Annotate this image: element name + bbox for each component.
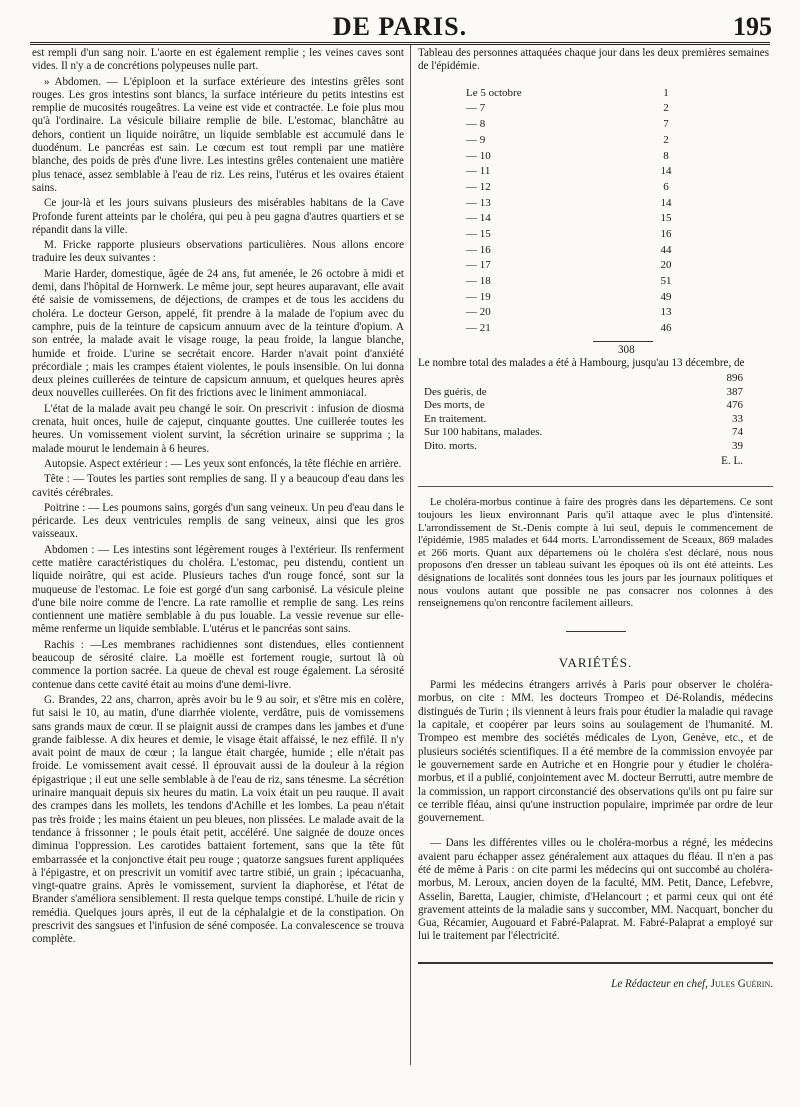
count-cell: 44 <box>660 243 672 256</box>
date-cell: — 8 <box>466 118 486 131</box>
spacer-cell <box>696 133 773 149</box>
editor-label: Le Rédacteur en chef, <box>611 977 708 990</box>
date-cell: — 17 <box>466 259 491 272</box>
count-cell: 14 <box>660 196 672 209</box>
summary-title: Le nombre total des malades a été à Hambourg, jusqu'au 13 décembre, de <box>418 356 745 369</box>
table-row <box>418 148 773 164</box>
table-row <box>418 258 773 274</box>
column-divider <box>410 45 411 1065</box>
table-row <box>418 372 773 386</box>
spacer-cell <box>696 242 773 258</box>
spacer-cell <box>696 180 773 196</box>
spacer-cell <box>696 258 773 274</box>
left-column <box>32 47 404 1067</box>
table-row <box>418 440 773 454</box>
date-cell: — 9 <box>466 133 486 146</box>
table-row <box>418 101 773 117</box>
count-cell: 6 <box>663 180 669 193</box>
label-cell: Sur 100 habitans, malades. <box>424 426 543 439</box>
table-row <box>418 386 773 400</box>
table-row <box>418 180 773 196</box>
count-cell: 14 <box>660 165 672 178</box>
label-cell: Des morts, de <box>424 399 485 412</box>
spacer-cell <box>696 227 773 243</box>
paragraph: est rempli d'un sang noir. L'aorte en est également remplie ; les veines caves sont vides. Il n'y a de concrétions polypeuses nulle part. <box>32 47 404 73</box>
table-row <box>418 426 773 440</box>
paragraph: Abdomen : — Les intestins sont légèrement rouges à l'extérieur. Ils renferment cette matière caractéristiques du choléra. L'estomac, peu distendu, contient un liquide noirâtre, qui est acide. Plusieurs taches d'un rouge foncé, sont sur la muqueuse de l'estomac. Le foie est gorgé d'un sang carbonisé. La vésicule pleine d'une bile noire comme de l'encre. La rate ramollie et remplie de sang. Les reins contiennent une matière semblable à du pus louable. La vessie revenue sur elle-même renferme un liquide semblable. L'utérus et le pancréas sont sains. <box>32 543 404 636</box>
count-cell: 46 <box>660 322 672 335</box>
date-cell: — 19 <box>466 290 491 303</box>
page-number: 195 <box>733 12 772 41</box>
table-row <box>418 321 773 337</box>
date-cell: — 13 <box>466 196 491 209</box>
spacer-cell <box>696 290 773 306</box>
date-cell: — 20 <box>466 306 491 319</box>
date-cell: — 14 <box>466 212 491 225</box>
table-row <box>418 274 773 290</box>
running-title: DE PARIS. <box>332 12 468 41</box>
count-cell: 20 <box>660 259 672 272</box>
label-cell: Des guéris, de <box>424 385 487 398</box>
paragraph: G. Brandes, 22 ans, charron, après avoir bu le 9 au soir, et s'être mis en colère, fut saisi le 10, au matin, d'une diarrhée violente, verdâtre, puis de vomissemens sans grands maux de cœur. Il se plaignit aussi de crampes dans les jambes et d'une grande faiblesse. A dix heures et demie, le visage était affaissé, le nez effilé. Il n'y avait point de maux de cœur ; la langue était chargée, humide ; elle n'était pas froide. Le vomissement avait cessé. Il éprouvait aussi de la douleur à la région épigastrique ; il eut une selle semblable à de l'eau de riz, sans ténesme. La sécrétion urinaire manquait depuis six heures du matin. La voix était un peu rauque. Il avait des crampes dans les mollets, les tendons d'Achille et les lombes. La peau n'était pas très froide ; les mains étaient un peu bleues, non plissées. Le malade avait de la tendance à frissonner ; le pouls était petit, accéléré. Une saignée de douze onces diminua l'oppression. Les carotides battaient fortement, sans que la tête fût embarrassée et la conjonctive était peu rouge ; quatorze sangsues furent appliquées à l'épigastre, et on prescrivit un vomitif avec tartre stibié, un grain ; ipécacuanha, vingt-quatre grains. Après le vomissement, survient la diaphorèse, et l'état de Brander s'améliora sensiblement. Il resta quelque temps constipé. L'huile de ricin y remédia. Quelques jours après, il eut de la céphalalgie et de la constipation. On prescrivit des sangsues et l'infusion de séné composée. La convalescence se trouva complète. <box>32 693 404 946</box>
spacer-cell <box>696 148 773 164</box>
paragraph: Tête : — Toutes les parties sont remplies de sang. Il y a beaucoup d'eau dans les cavités cérébrales. <box>32 473 404 499</box>
date-cell: — 18 <box>466 275 491 288</box>
closing-rule <box>418 962 773 964</box>
value-cell: 39 <box>732 439 743 452</box>
value-cell: 74 <box>732 426 743 439</box>
spacer-cell <box>696 211 773 227</box>
date-cell: — 11 <box>466 165 491 178</box>
count-cell: 2 <box>663 133 669 146</box>
departments-note: Le choléra-morbus continue à faire des progrès dans les départemens. Ce sont toujours les lieux environnant Paris qu'il attaque avec le plus d'intensité. L'arrondissement de St.-Denis compte à lui seul, depuis le commencement de l'épidémie, 1985 malades et 644 morts. L'arrondissement de Sceaux, 869 malades et 266 morts. Quant aux départemens où le choléra s'est déclaré, nous nous proposons d'en dresser un tableau suivant les époques où ils ont été atteints. Les désignations de localités sont données tous les jours par les journaux politiques et nous voulons autant que possible ne pas consacrer nos colonnes à des renseignemens qu'on rencontre facilement ailleurs. <box>418 497 773 610</box>
paragraph: Poitrine : — Les poumons sains, gorgés d'un sang veineux. Un peu d'eau dans le péricarde. Les deux ventricules remplis de sang veineux, ainsi que les gros vaisseaux. <box>32 501 404 541</box>
table-row <box>418 227 773 243</box>
count-cell: 1 <box>663 86 669 99</box>
count-cell: 49 <box>660 290 672 303</box>
days-total: 308 <box>618 343 635 356</box>
table-row <box>418 290 773 306</box>
date-cell: — 12 <box>466 180 491 193</box>
table-row <box>418 399 773 413</box>
value-cell: 476 <box>726 399 743 412</box>
spacer-cell <box>696 305 773 321</box>
date-cell: Le 5 octobre <box>466 86 522 99</box>
editor-line <box>418 978 773 991</box>
summary-table <box>418 372 773 453</box>
spacer-cell <box>696 321 773 337</box>
spacer-cell <box>696 164 773 180</box>
table-row <box>418 133 773 149</box>
header-rule <box>30 42 770 45</box>
value-cell: 387 <box>726 385 743 398</box>
section-heading: VARIÉTÉS. <box>558 654 633 670</box>
table-row <box>418 413 773 427</box>
paragraph: M. Fricke rapporte plusieurs observations particulières. Nous allons encore traduire les deux suivantes : <box>32 239 404 265</box>
paragraph: Ce jour-là et les jours suivans plusieurs des misérables habitans de la Cave Profonde furent atteints par le choléra, qui peu à peu gagna d'autres quartiers et se répandit dans la ville. <box>32 197 404 236</box>
spacer-cell <box>696 195 773 211</box>
paragraph: Parmi les médecins étrangers arrivés à Paris pour observer le choléra-morbus, on cite : MM. les docteurs Trompeo et Dé-Rolandis, médecins distingués de Turin ; ils viennent à leurs frais pour étudier la maladie qui ravage la capitale, et coopérer par leurs soins au soulagement de l'humanité. M. Trompeo est membre des sociétés médicales de Lyon, Genève, etc., et de plusieurs sociétés scientifiques. Il a été membre de la commission envoyée par le gouvernement sarde en Autriche et en Hongrie pour y étudier le choléra-morbus, et il a publié, conjointement avec M. docteur Berrutti, autre membre de la commission, un rapport circonstancié des observations qu'ils ont pu faire sur ce terrible fléau, ainsi qu'une instruction populaire, imprimée par ordre de leur gouvernement. <box>418 679 773 825</box>
paragraph: Marie Harder, domestique, âgée de 24 ans, fut amenée, le 26 octobre à midi et demi, dans l'hôpital de Hornwerk. Le même jour, sept heures auparavant, elle avait été saisie de vomissemens, de déjections, de crampes et de tous les accidens du choléra. Le docteur Gerson, appelé, fit prendre à la malade de l'opium avec du camphre, puis de la teinture de capsicum annuum avec de la teinture d'opium. A son entrée, la malade avait le visage rouge, la peau froide, la langue blanche, humide et froide. L'urine se secrétait encore. Harder n'avait point d'anxiété précordiale ; mais les crampes étaient violentes, le pouls insensible. On lui donna deux pleines cuillerées de teinture de capsicum annuum, et quelques heures après deux nouvelles cuillerées. On fit des frictions avec le liniment ammoniacal. <box>32 267 404 400</box>
spacer-cell <box>696 274 773 290</box>
table-title: Tableau des personnes attaquées chaque jour dans les deux premières semaines de l'épidémie. <box>418 47 770 73</box>
right-column <box>418 47 773 1067</box>
paragraph: Rachis : —Les membranes rachidiennes sont distendues, elles contiennent beaucoup de sérosité claire. La moëlle est fortement rougie, surtout là où commence la portion sacrée. La queue de cheval est rouge également. La sérosité contenue dans cette cavité était au moins d'une demi-livre. <box>32 638 404 691</box>
section-rule <box>418 486 773 487</box>
signature: E. L. <box>721 455 743 468</box>
spacer-cell <box>696 101 773 117</box>
table-row <box>418 164 773 180</box>
label-cell: En traitement. <box>424 412 487 425</box>
editor-name: Jules Guérin. <box>710 977 773 990</box>
count-cell: 8 <box>663 149 669 162</box>
paragraph: L'état de la malade avait peu changé le soir. On prescrivit : infusion de diosma crenata, huit onces, huile de cajeput, cinquante gouttes. Une cuillerée toutes les heures. Un vomissement violent survint, la sécrétion urinaire se supprima ; la malade mourut le lendemain à 6 heures. <box>32 402 404 455</box>
spacer-cell <box>696 86 773 102</box>
count-cell: 2 <box>663 102 669 115</box>
date-cell: — 15 <box>466 227 491 240</box>
sum-rule <box>593 341 653 342</box>
table-row <box>418 242 773 258</box>
date-cell: — 16 <box>466 243 491 256</box>
page-header <box>0 8 800 42</box>
count-cell: 51 <box>660 275 672 288</box>
short-rule <box>566 631 626 632</box>
date-cell: — 21 <box>466 322 491 335</box>
table-row <box>418 211 773 227</box>
label-cell: Dito. morts. <box>424 439 477 452</box>
label-cell <box>418 372 683 386</box>
date-cell: — 7 <box>466 102 486 115</box>
table-row <box>418 86 773 102</box>
count-cell: 13 <box>660 306 672 319</box>
value-cell: 896 <box>726 372 743 385</box>
table-row <box>418 305 773 321</box>
count-cell: 15 <box>660 212 672 225</box>
paragraph: » Abdomen. — L'épiploon et la surface extérieure des intestins grêles sont rouges. Les gros intestins sont blancs, la surface intérieure du petits intestins est remplie de mucosités rougeâtres. La veine est vide et contractée. Le foie plus mou qu'à l'ordinaire. La vésicule biliaire remplie de bile. L'estomac, blanchâtre au dehors, contient un liquide noirâtre, un liquide semblable est accumulé dans le duodénum. Le pancréas est sain. Le cœcum est tout rempli par une matière blanche, des poids de près d'une livre. Les intestins grêles contenaient une matière plus tenace, assez semblable à l'eau de riz. Les reins, l'utérus et les ovaires étaient sains. <box>32 75 404 194</box>
paragraph: — Dans les différentes villes ou le choléra-morbus a régné, les médecins avaient paru échapper assez généralement aux attaques du fléau. Il n'en a pas été de même à Paris : on cite parmi les médecins qui ont succombé au choléra-morbus, M. Leroux, ancien doyen de la faculté, MM. Petit, Dance, Lefebvre, Asselin, Baretta, Laugier, chimiste, d'Helancourt ; et parmi ceux qui ont été gravement atteints de la maladie sans y succomber, MM. Nacquart, boncher du Gua, Récamier, Augouard et Fabré-Palaprat. M. Fabré-Palaprat a employé sur lui le traitement par l'électricité. <box>418 837 773 943</box>
count-cell: 7 <box>663 118 669 131</box>
daily-cases-table <box>418 86 773 337</box>
date-cell: — 10 <box>466 149 491 162</box>
table-row <box>418 195 773 211</box>
count-cell: 16 <box>660 227 672 240</box>
table-row <box>418 117 773 133</box>
paragraph: Autopsie. Aspect extérieur : — Les yeux sont enfoncés, la tête fléchie en arrière. <box>44 457 402 470</box>
spacer-cell <box>696 117 773 133</box>
value-cell: 33 <box>732 412 743 425</box>
